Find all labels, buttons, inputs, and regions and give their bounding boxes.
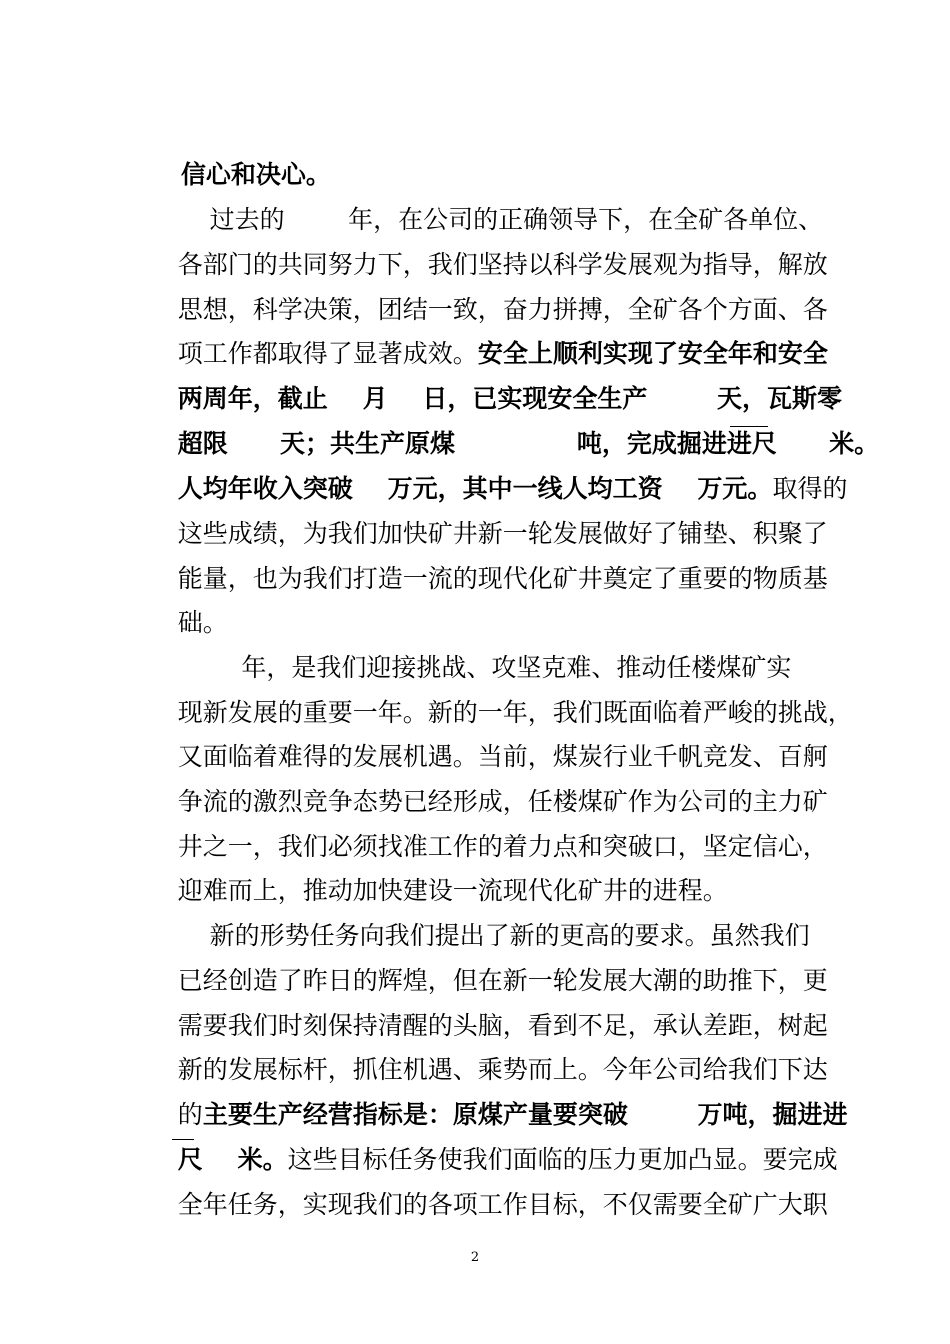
text-line-12: [146, 608, 808, 682]
text-segment: 项工作都取得了显著成效。: [177, 339, 478, 368]
text-line-7: [146, 384, 880, 458]
text-line-4: [146, 250, 828, 324]
text-line-22: [146, 1055, 848, 1129]
blank-underline: [730, 426, 768, 427]
text-segment: 信心和决心。: [180, 160, 331, 189]
text-segment: 迎难而上，推动加快建设一流现代化矿井的进程。: [177, 876, 728, 905]
text-segment: 新的形势任务向我们提出了新的更高的要求。虽然我们: [177, 921, 810, 950]
text-line-24: [146, 1145, 828, 1219]
text-segment: 已经创造了昨日的辉煌，但在新一轮发展大潮的助推下，更: [177, 966, 828, 995]
text-line-20: [146, 966, 828, 1040]
text-segment: 又面临着难得的发展机遇。当前，煤炭行业千帆竞发、百舸: [177, 742, 828, 771]
text-line-16: [146, 787, 828, 861]
text-line-21: [146, 1010, 828, 1084]
text-line-11: [146, 563, 808, 637]
text-segment-bold: 安全上顺利实现了安全年和安全: [477, 339, 828, 368]
text-segment: 需要我们时刻保持清醒的头脑，看到不足，承认差距，树起: [177, 1011, 828, 1040]
text-line-13: [146, 653, 853, 727]
text-line-15: [146, 742, 828, 816]
text-segment: 础。: [177, 608, 228, 637]
text-segment: 井之一，我们必须找准工作的着力点和突破口，坚定信心，: [177, 832, 828, 861]
text-line-1: [146, 115, 808, 189]
text-segment-bold: 主要生产经营指标是：原煤产量要突破 万吨，掘进进: [202, 1100, 848, 1129]
text-segment: 过去的 年，在公司的正确领导下，在全矿各单位、: [177, 205, 824, 234]
text-line-8: [146, 429, 848, 503]
text-segment-bold: 尺 米。: [177, 1145, 288, 1174]
text-segment-bold: 超限 天；共生产原煤 吨，完成掘进进尺 米。: [177, 429, 880, 458]
text-segment: 这些目标任务使我们面临的压力更加凸显。要完成: [287, 1145, 838, 1174]
text-line-14: [146, 697, 828, 771]
text-segment: 思想，科学决策，团结一致，奋力拼搏，全矿各个方面、各: [177, 295, 828, 324]
text-segment: 新的发展标杆，抓住机遇、乘势而上。今年公司给我们下达: [177, 1055, 828, 1084]
text-segment: 能量，也为我们打造一流的现代化矿井奠定了重要的物质基: [177, 564, 828, 593]
text-segment: 年，是我们迎接挑战、攻坚克难、推动任楼煤矿实: [177, 653, 792, 682]
text-line-2: [146, 160, 824, 234]
text-segment: 各部门的共同努力下，我们坚持以科学发展观为指导，解放: [177, 250, 828, 279]
text-segment: 全年任务，实现我们的各项工作目标，不仅需要全矿广大职: [177, 1190, 828, 1219]
text-line-5: [146, 294, 828, 368]
text-line-17: [146, 831, 808, 905]
text-segment-bold: 人均年收入突破 万元，其中一线人均工资 万元。: [177, 474, 773, 503]
text-segment: 这些成绩，为我们加快矿井新一轮发展做好了铺垫、积聚了: [177, 519, 828, 548]
text-segment: 现新发展的重要一年。新的一年，我们既面临着严峻的挑战，: [177, 698, 853, 727]
text-line-23: [146, 1100, 838, 1174]
page-number: 2: [470, 1250, 480, 1265]
text-line-3: [146, 205, 828, 279]
text-segment: 取得的: [772, 474, 848, 503]
blank-underline: [172, 1139, 194, 1140]
text-line-10: [146, 519, 828, 593]
text-line-6: [146, 339, 843, 413]
text-segment: 争流的激烈竞争态势已经形成，任楼煤矿作为公司的主力矿: [177, 787, 828, 816]
text-line-18: [146, 876, 810, 950]
text-segment: 的: [177, 1100, 203, 1129]
text-segment-bold: 两周年，截止 月 日，已实现安全生产 天，瓦斯零: [177, 384, 843, 413]
text-line-19: [146, 921, 828, 995]
